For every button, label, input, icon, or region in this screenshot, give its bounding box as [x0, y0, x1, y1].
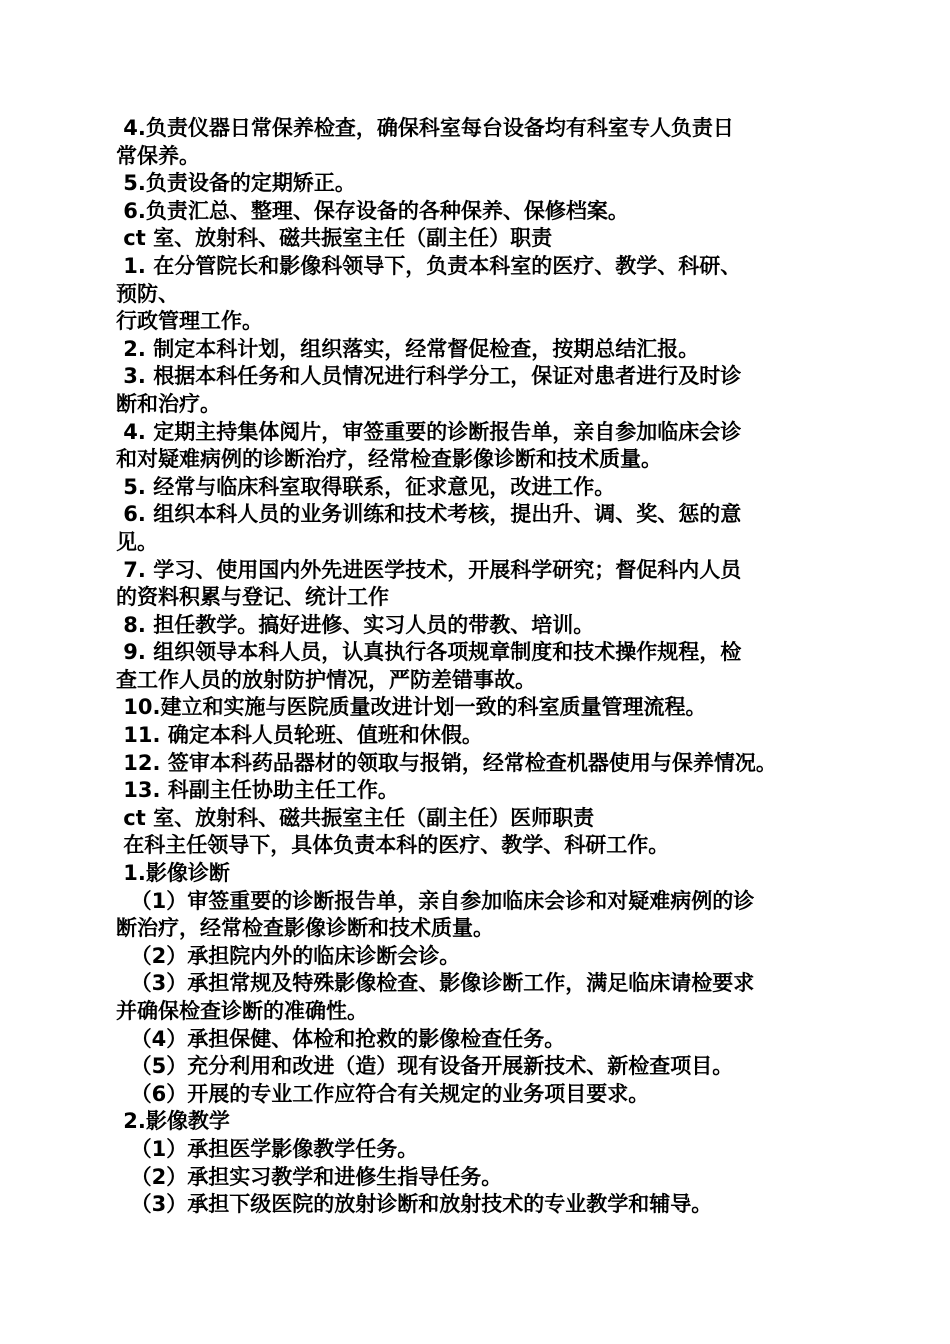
text-line: 常保养。 — [116, 143, 200, 168]
text-line: 在科主任领导下，具体负责本科的医疗、教学、科研工作。 — [116, 833, 670, 858]
text-line: 2. 制定本科计划，组织落实，经常督促检查，按期总结汇报。 — [116, 336, 700, 361]
subsection-heading: 2.影像教学 — [116, 1109, 230, 1134]
text-line: （3）承担常规及特殊影像检查、影像诊断工作，满足临床请检要求 — [116, 971, 755, 996]
text-line: 查工作人员的放射防护情况，严防差错事故。 — [116, 667, 536, 692]
text-line: 和对疑难病例的诊断治疗，经常检查影像诊断和技术质量。 — [116, 447, 662, 472]
text-line: 4. 定期主持集体阅片，审签重要的诊断报告单，亲自参加临床会诊 — [116, 419, 742, 444]
text-line: 11. 确定本科人员轮班、值班和休假。 — [116, 723, 483, 748]
text-line: （1）审签重要的诊断报告单，亲自参加临床会诊和对疑难病例的诊 — [116, 888, 755, 913]
text-line: （3）承担下级医院的放射诊断和放射技术的专业教学和辅导。 — [116, 1192, 713, 1217]
text-line: 行政管理工作。 — [116, 309, 263, 334]
text-line: 1. 在分管院长和影像科领导下，负责本科室的医疗、教学、科研、 — [116, 253, 742, 278]
text-line: 4.负责仪器日常保养检查，确保科室每台设备均有科室专人负责日 — [116, 116, 734, 140]
text-line: 并确保检查诊断的准确性。 — [116, 999, 368, 1023]
text-line: 见。 — [116, 529, 158, 554]
section-heading: ct 室、放射科、磁共振室主任（副主任）医师职责 — [116, 805, 595, 830]
text-line: 10.建立和实施与医院质量改进计划一致的科室质量管理流程。 — [116, 695, 707, 720]
text-line: （1）承担医学影像教学任务。 — [116, 1136, 419, 1161]
section-heading: ct 室、放射科、磁共振室主任（副主任）职责 — [116, 226, 553, 251]
text-line: 预防、 — [116, 281, 179, 306]
text-line: 5.负责设备的定期矫正。 — [116, 171, 356, 196]
text-line: 7. 学习、使用国内外先进医学技术，开展科学研究；督促科内人员 — [116, 557, 742, 582]
text-line: （5）充分利用和改进（造）现有设备开展新技术、新检查项目。 — [116, 1054, 734, 1079]
text-line: 5. 经常与临床科室取得联系，征求意见，改进工作。 — [116, 474, 616, 499]
text-line: 6.负责汇总、整理、保存设备的各种保养、保修档案。 — [116, 198, 629, 223]
text-line: 13. 科副主任协助主任工作。 — [116, 778, 399, 803]
text-line: （2）承担院内外的临床诊断会诊。 — [116, 943, 461, 968]
text-line: （4）承担保健、体检和抢救的影像检查任务。 — [116, 1026, 566, 1051]
text-line: 断和治疗。 — [116, 391, 221, 416]
text-line: 6. 组织本科人员的业务训练和技术考核，提出升、调、奖、惩的意 — [116, 502, 742, 527]
text-line: （2）承担实习教学和进修生指导任务。 — [116, 1164, 503, 1189]
text-line: 8. 担任教学。搞好进修、实习人员的带教、培训。 — [116, 612, 595, 637]
text-line: 的资料积累与登记、统计工作 — [116, 585, 389, 610]
text-line: 9. 组织领导本科人员，认真执行各项规章制度和技术操作规程，检 — [116, 640, 742, 665]
text-line: 3. 根据本科任务和人员情况进行科学分工，保证对患者进行及时诊 — [116, 364, 742, 389]
document-page — [116, 115, 856, 1219]
subsection-heading: 1.影像诊断 — [116, 861, 230, 886]
text-line: 12. 签审本科药品器材的领取与报销，经常检查机器使用与保养情况。 — [116, 750, 777, 775]
text-line: （6）开展的专业工作应符合有关规定的业务项目要求。 — [116, 1081, 650, 1106]
text-line: 断治疗，经常检查影像诊断和技术质量。 — [116, 916, 494, 941]
